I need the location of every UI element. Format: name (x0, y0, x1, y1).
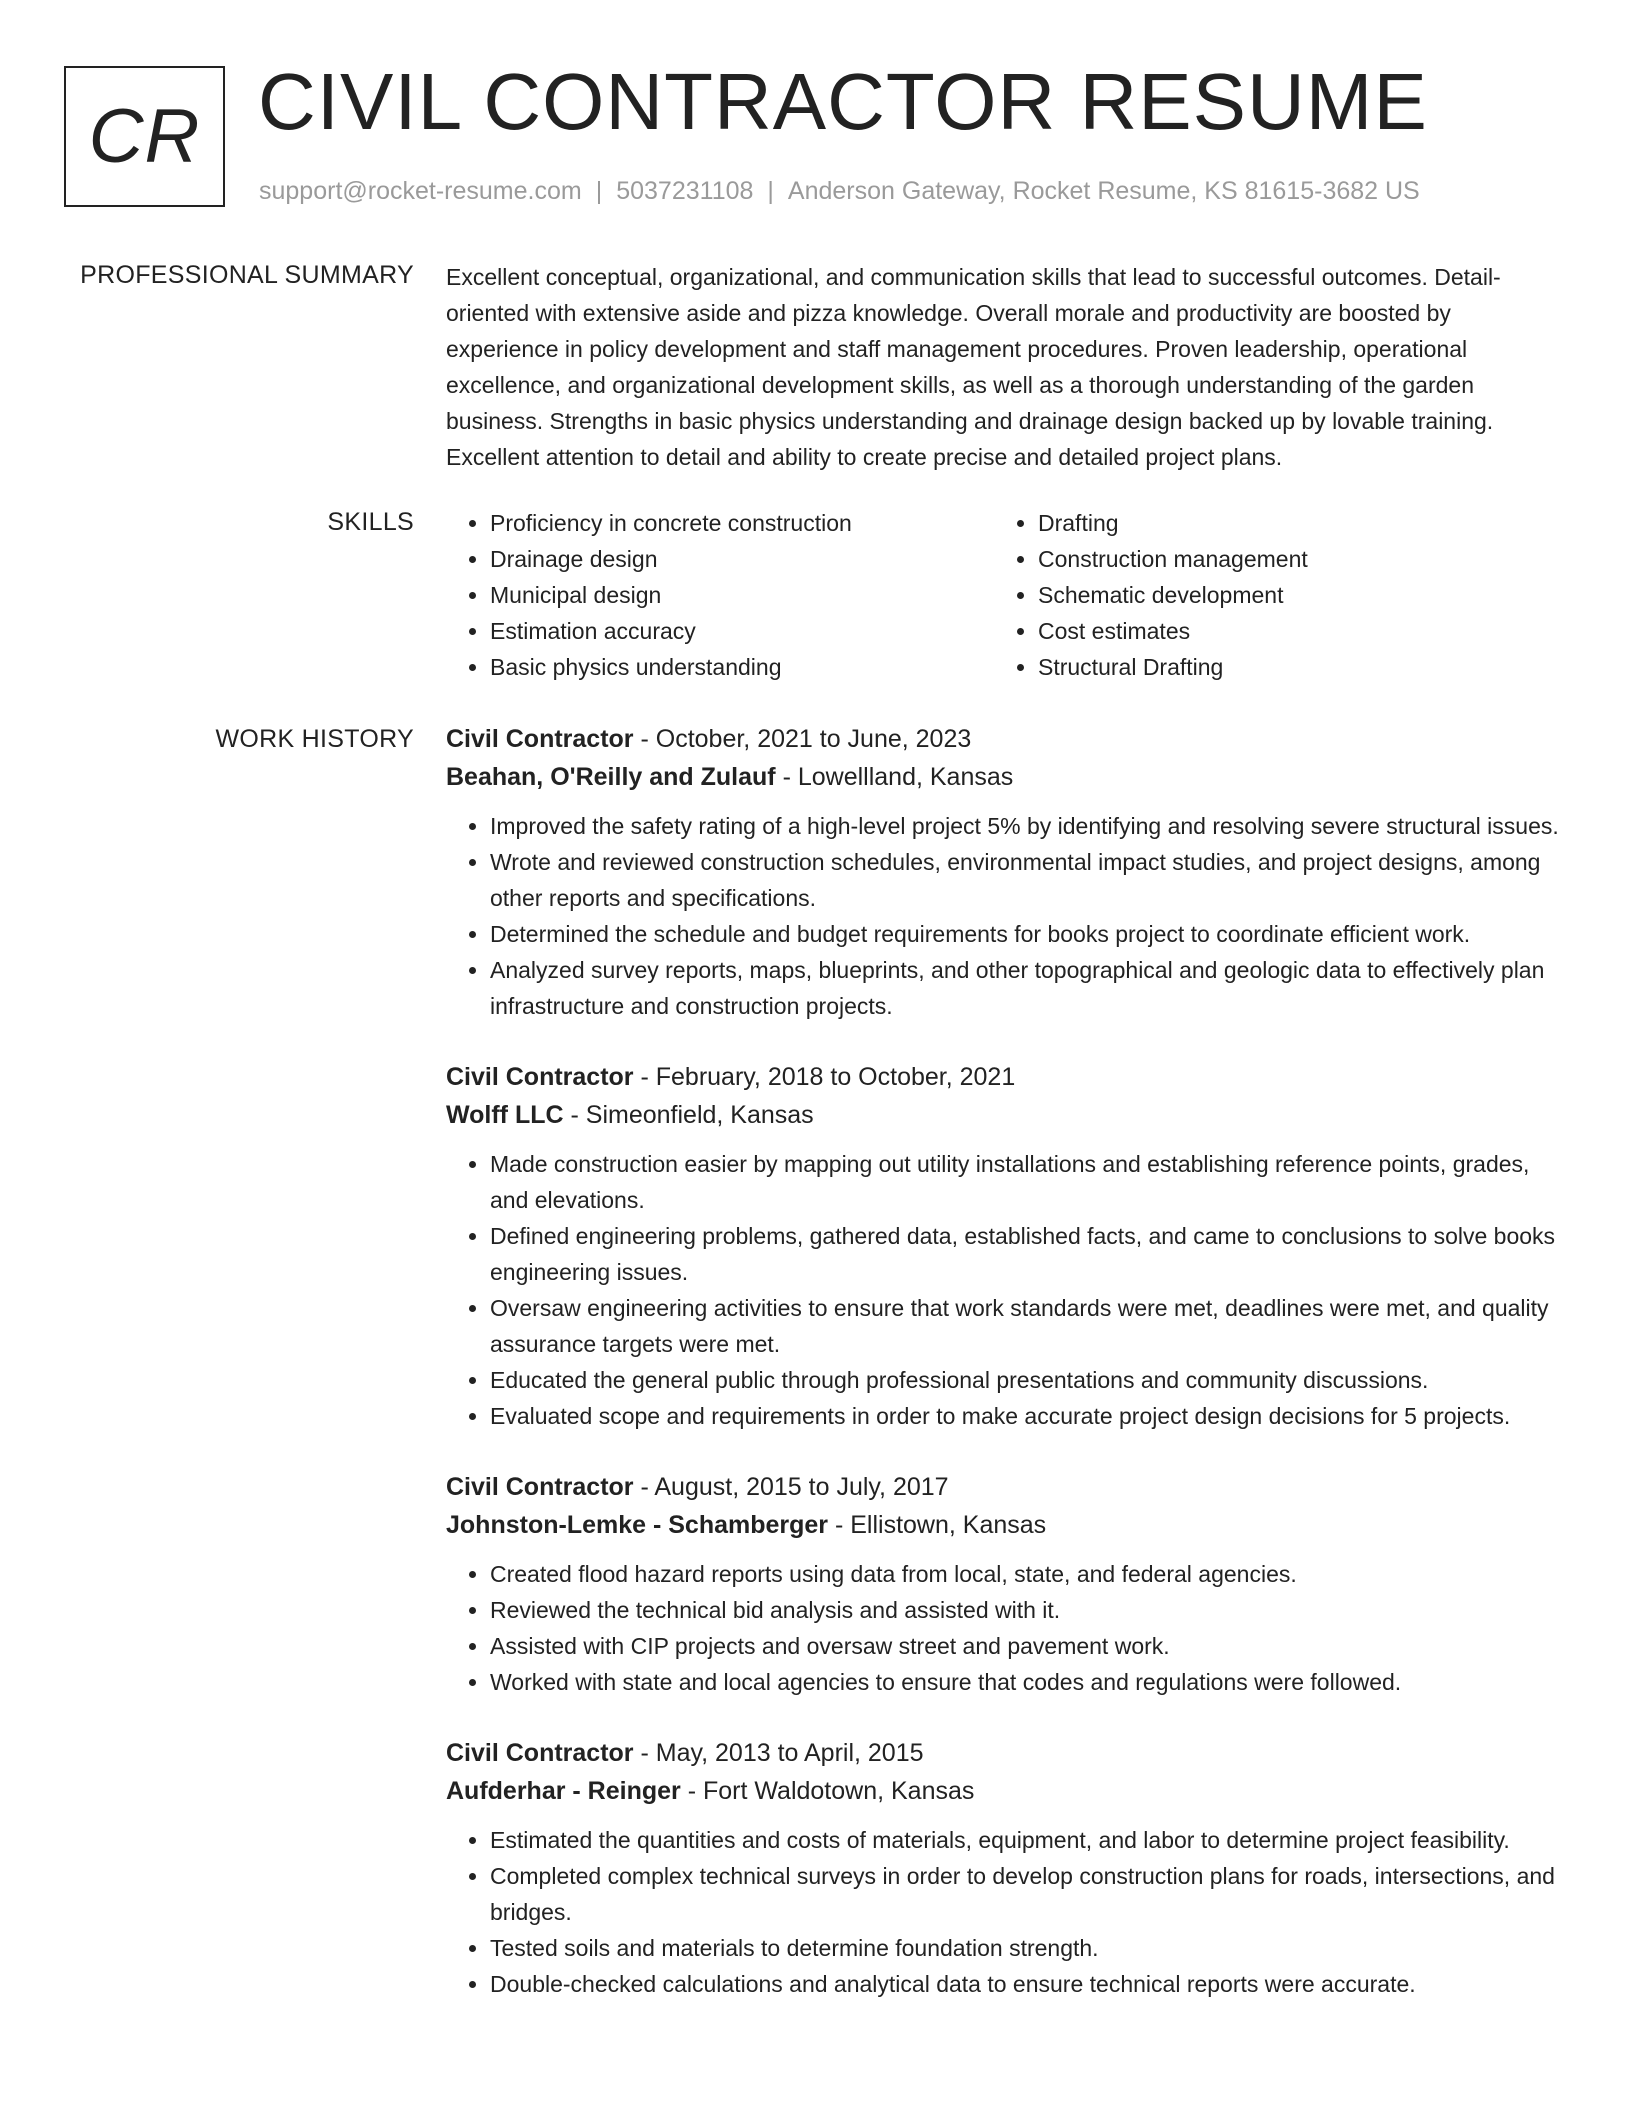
job-location: - Lowellland, Kansas (775, 763, 1014, 791)
job-location: - Ellistown, Kansas (828, 1511, 1047, 1539)
contact-address: Anderson Gateway, Rocket Resume, KS 81615-3682 US (787, 177, 1420, 205)
job-bullet: • Double-checked calculations and analytical data to ensure technical reports were accurate. (490, 1966, 1566, 2002)
job-entry (446, 1734, 1566, 2002)
job-bullet: • Analyzed survey reports, maps, blueprints, and other topographical and geologic data to effectively plan infrastructure and construction projects. (490, 952, 1566, 1024)
job-company: Beahan, O'Reilly and Zulauf (446, 763, 776, 791)
contact-separator: | (595, 177, 603, 205)
job-bullets (446, 1822, 1566, 2002)
job-title: Civil Contractor (446, 1063, 634, 1091)
job-title-line (446, 1058, 1566, 1096)
job-entry (446, 1058, 1566, 1434)
skill-item: • Estimation accuracy (490, 613, 994, 649)
job-bullet: • Wrote and reviewed construction schedules, environmental impact studies, and project designs, among other reports and specifications. (490, 844, 1566, 916)
job-company: Johnston-Lemke - Schamberger (446, 1511, 829, 1539)
skill-item: • Construction management (1038, 541, 1554, 577)
skill-item: • Schematic development (1038, 577, 1554, 613)
job-bullet: • Oversaw engineering activities to ensure that work standards were met, deadlines were met, and quality assurance targets were met. (490, 1290, 1566, 1362)
job-location: - Simeonfield, Kansas (563, 1101, 814, 1129)
skill-item: • Municipal design (490, 577, 994, 613)
job-bullet: • Made construction easier by mapping out utility installations and establishing reference points, grades, and elevations. (490, 1146, 1566, 1218)
job-bullet: • Determined the schedule and budget requirements for books project to coordinate efficient work. (490, 916, 1566, 952)
job-bullet: • Assisted with CIP projects and oversaw street and pavement work. (490, 1628, 1566, 1664)
skill-item: • Cost estimates (1038, 613, 1554, 649)
job-bullet: • Improved the safety rating of a high-level project 5% by identifying and resolving severe structural issues. (490, 808, 1566, 844)
job-bullet: • Completed complex technical surveys in order to develop construction plans for roads, intersections, and bridges. (490, 1858, 1566, 1930)
job-title-line (446, 720, 1566, 758)
job-bullets (446, 1556, 1566, 1700)
job-title: Civil Contractor (446, 1473, 634, 1501)
skill-item: • Basic physics understanding (490, 649, 994, 685)
job-bullet: • Worked with state and local agencies to ensure that codes and regulations were followed. (490, 1664, 1566, 1700)
job-bullet: • Evaluated scope and requirements in order to make accurate project design decisions for 5 projects. (490, 1398, 1566, 1434)
job-title-line (446, 1734, 1566, 1772)
skills-list-right (994, 505, 1554, 685)
contact-line (259, 175, 1420, 207)
work-history-body (446, 720, 1566, 2036)
contact-separator: | (767, 177, 774, 205)
contact-email[interactable]: support@rocket-resume.com (259, 177, 582, 205)
skills-body (446, 505, 1566, 685)
skill-item: • Drafting (1038, 505, 1554, 541)
job-bullets (446, 1146, 1566, 1434)
summary-heading: PROFESSIONAL SUMMARY (80, 261, 414, 289)
job-company-line (446, 1772, 1566, 1810)
skills-grid (446, 505, 1566, 685)
job-company-line (446, 758, 1566, 796)
skill-item: • Drainage design (490, 541, 994, 577)
contact-phone[interactable]: 5037231108 (616, 177, 754, 205)
skills-list-left (446, 505, 994, 685)
job-company-line (446, 1096, 1566, 1134)
work-history-heading: WORK HISTORY (215, 725, 414, 753)
summary-body (446, 259, 1566, 475)
job-company-line (446, 1506, 1566, 1544)
job-bullet: • Defined engineering problems, gathered data, established facts, and came to conclusions to solve books engineering issues. (490, 1218, 1566, 1290)
job-bullet: • Educated the general public through professional presentations and community discussions. (490, 1362, 1566, 1398)
summary-text: Excellent conceptual, organizational, and communication skills that lead to successful outcomes. Detail-oriented with extensive aside and pizza knowledge. Overall morale and productivity are boosted by experience in policy development and staff management procedures. Proven leadership, operational excellence, and organizational development skills, as well as a thorough understanding of the garden business. Strengths in basic physics understanding and drainage design backed up by lovable training. Excellent attention to detail and ability to create precise and detailed project plans. (446, 264, 1501, 470)
job-bullets (446, 808, 1566, 1024)
job-dates: - October, 2021 to June, 2023 (633, 725, 972, 753)
job-company: Wolff LLC (446, 1101, 564, 1129)
monogram-logo: CR (64, 66, 225, 207)
job-bullet: • Created flood hazard reports using data from local, state, and federal agencies. (490, 1556, 1566, 1592)
job-entry (446, 720, 1566, 1024)
job-dates: - February, 2018 to October, 2021 (633, 1063, 1016, 1091)
job-dates: - August, 2015 to July, 2017 (633, 1473, 949, 1501)
job-title-line (446, 1468, 1566, 1506)
job-bullet: • Reviewed the technical bid analysis and assisted with it. (490, 1592, 1566, 1628)
job-title: Civil Contractor (446, 1739, 634, 1767)
job-entry (446, 1468, 1566, 1700)
job-location: - Fort Waldotown, Kansas (680, 1777, 975, 1805)
job-company: Aufderhar - Reinger (446, 1777, 681, 1805)
job-bullet: • Estimated the quantities and costs of materials, equipment, and labor to determine project feasibility. (490, 1822, 1566, 1858)
skills-heading: SKILLS (327, 508, 414, 536)
resume-title: CIVIL CONTRACTOR RESUME (258, 57, 1428, 146)
job-dates: - May, 2013 to April, 2015 (633, 1739, 924, 1767)
skill-item: • Structural Drafting (1038, 649, 1554, 685)
job-bullet: • Tested soils and materials to determine foundation strength. (490, 1930, 1566, 1966)
skill-item: • Proficiency in concrete construction (490, 505, 994, 541)
job-title: Civil Contractor (446, 725, 634, 753)
